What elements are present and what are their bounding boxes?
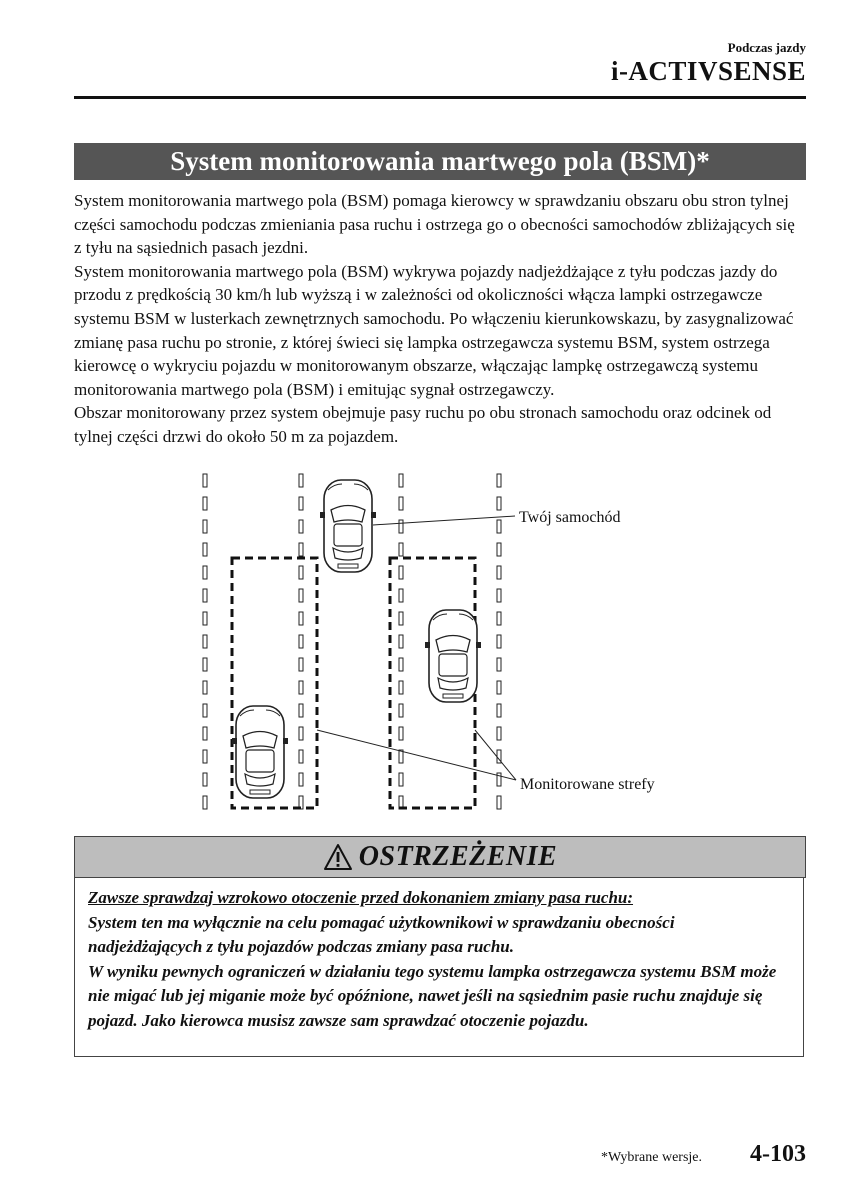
lane-dash bbox=[203, 773, 207, 786]
lane-dash bbox=[203, 681, 207, 694]
lane-dash bbox=[203, 566, 207, 579]
lane-dash bbox=[299, 773, 303, 786]
warning-triangle-icon bbox=[323, 843, 353, 871]
paragraph: System monitorowania martwego pola (BSM) wykrywa pojazdy nadjeżdżające z tyłu podczas jazdy do przodu z prędkością 30 km/h lub wyższą i w zależności od okoliczności włącza lampki ostrzegawcze systemu BSM w lusterkach zewnętrznych samochodu. Po włączeniu kierunkowskazu, by zasygnalizować zmianę pasa ruchu po stronie, z której świeci się lampka ostrzegawcza systemu BSM, system ostrzega kierowcę o wykryciu pojazdu w monitorowanym obszarze, włączając lampkę ostrzegawczą systemu monitorowania martwego pola (BSM) i emitując sygnał ostrzegawczy. bbox=[74, 261, 794, 399]
lane-dash bbox=[399, 773, 403, 786]
lane-dash bbox=[497, 566, 501, 579]
lane-dash bbox=[399, 566, 403, 579]
own-car-leader-line bbox=[373, 516, 515, 525]
paragraph: System monitorowania martwego pola (BSM) pomaga kierowcy w sprawdzaniu obszaru obu stron tylnej części samochodu podczas zmieniania pasa ruchu i ostrzega go o obecności samochodów zbliżających się z tyłu na sąsiednich pasach jezdni. bbox=[74, 191, 795, 258]
warning-header bbox=[74, 836, 806, 878]
lane-dash bbox=[203, 612, 207, 625]
vehicle-left-lane-icon bbox=[232, 706, 288, 798]
lane-dash bbox=[399, 658, 403, 671]
lane-dash bbox=[497, 520, 501, 533]
footnote: *Wybrane wersje. bbox=[601, 1150, 703, 1165]
lane-dash bbox=[203, 796, 207, 809]
bsm-zones-diagram bbox=[195, 468, 675, 818]
lane-dash bbox=[497, 543, 501, 556]
lane-dash bbox=[299, 635, 303, 648]
warning-text: System ten ma wyłącznie na celu pomagać użytkownikowi w sprawdzaniu obecności nadjeżdżających z tyłu pojazdów podczas zmiany pasa ruchu. bbox=[88, 912, 675, 956]
lane-dash bbox=[299, 589, 303, 602]
lane-dash bbox=[399, 612, 403, 625]
label-monitored-zones: Monitorowane strefy bbox=[520, 776, 655, 793]
lane-dash bbox=[203, 750, 207, 763]
zone-leader-line-left bbox=[317, 730, 516, 780]
warning-heading: OSTRZEŻENIE bbox=[358, 841, 558, 872]
lane-dash bbox=[299, 612, 303, 625]
lane-dash bbox=[399, 589, 403, 602]
lane-dash bbox=[399, 543, 403, 556]
lane-dash bbox=[299, 704, 303, 717]
lane-dash bbox=[399, 704, 403, 717]
lane-dash bbox=[203, 520, 207, 533]
lane-dash bbox=[399, 520, 403, 533]
warning-text: W wyniku pewnych ograniczeń w działaniu tego systemu lampka ostrzegawcza systemu BSM może nie migać lub jej miganie może być opóźnione, nawet jeśli na sąsiednim pasie ruchu znajduje się pojazd. Jako kierowca musisz zawsze sam sprawdzać otoczenie pojazdu. bbox=[88, 961, 777, 1030]
label-own-car: Twój samochód bbox=[519, 509, 621, 526]
page-number: 4-103 bbox=[750, 1141, 806, 1167]
lane-dash bbox=[299, 681, 303, 694]
lane-dash bbox=[497, 704, 501, 717]
lane-dash bbox=[399, 474, 403, 487]
body-text bbox=[74, 189, 806, 449]
header-divider bbox=[74, 96, 806, 99]
lane-dash bbox=[203, 589, 207, 602]
lane-dash bbox=[497, 727, 501, 740]
lane-dash bbox=[203, 704, 207, 717]
warning-body bbox=[74, 877, 804, 1057]
section-title-bar bbox=[74, 143, 806, 180]
section-title: System monitorowania martwego pola (BSM)* bbox=[170, 146, 710, 176]
header-chapter-title: i-ACTIVSENSE bbox=[610, 56, 806, 86]
lane-dash bbox=[299, 750, 303, 763]
lane-dash bbox=[299, 497, 303, 510]
own-car-icon bbox=[320, 480, 376, 572]
lane-dash bbox=[497, 796, 501, 809]
header-section-name: Podczas jazdy bbox=[727, 40, 806, 55]
lane-dash bbox=[299, 474, 303, 487]
lane-dash bbox=[299, 658, 303, 671]
lane-dash bbox=[497, 681, 501, 694]
lane-dash bbox=[399, 727, 403, 740]
lane-dash bbox=[299, 727, 303, 740]
lane-dash bbox=[203, 727, 207, 740]
lane-dash bbox=[203, 635, 207, 648]
lane-dash bbox=[299, 543, 303, 556]
warning-lead: Zawsze sprawdzaj wzrokowo otoczenie przed dokonaniem zmiany pasa ruchu: bbox=[88, 888, 634, 907]
lane-dash bbox=[203, 658, 207, 671]
lane-dash bbox=[497, 497, 501, 510]
zone-leader-line-right bbox=[475, 730, 516, 780]
lane-dash bbox=[497, 589, 501, 602]
lane-dash bbox=[399, 635, 403, 648]
vehicle-right-lane-icon bbox=[425, 610, 481, 702]
lane-dash bbox=[203, 474, 207, 487]
paragraph: Obszar monitorowany przez system obejmuje pasy ruchu po obu stronach samochodu oraz odcinek od tylnej części drzwi do około 50 m za pojazdem. bbox=[74, 403, 772, 446]
lane-dash bbox=[399, 497, 403, 510]
lane-dash bbox=[203, 497, 207, 510]
lane-dash bbox=[497, 635, 501, 648]
lane-dash bbox=[497, 612, 501, 625]
lane-dash bbox=[399, 681, 403, 694]
lane-dash bbox=[497, 658, 501, 671]
lane-dash bbox=[299, 520, 303, 533]
lane-dash bbox=[203, 543, 207, 556]
lane-dash bbox=[299, 566, 303, 579]
lane-dash bbox=[497, 474, 501, 487]
